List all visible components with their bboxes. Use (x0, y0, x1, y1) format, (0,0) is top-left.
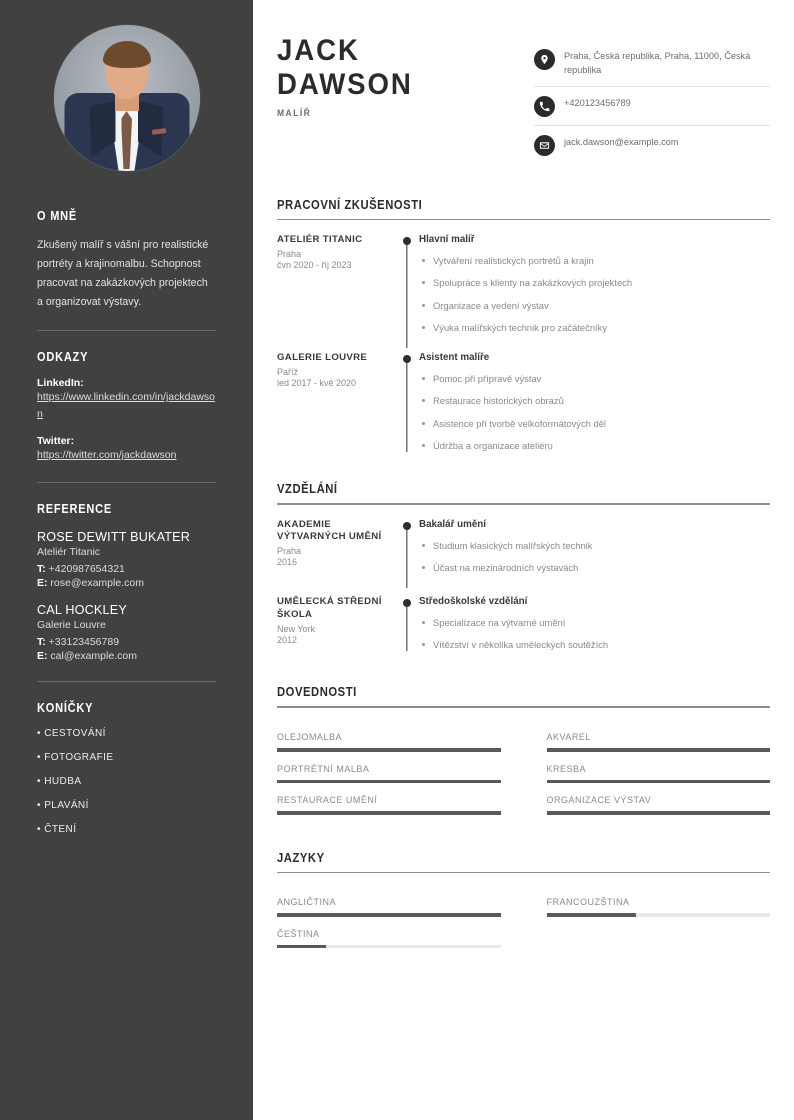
skill-item (547, 732, 771, 752)
language-item (547, 897, 771, 917)
page-title (277, 34, 413, 101)
reference-phone (37, 636, 216, 648)
experience-section (277, 198, 770, 452)
reference-item (37, 530, 216, 589)
reference-email (37, 577, 216, 589)
contact-list (534, 48, 770, 172)
reference-phone-value: +33123456789 (48, 636, 120, 649)
skill-item (277, 795, 501, 815)
education-detail (419, 596, 770, 651)
timeline-marker (395, 352, 419, 452)
education-place: New York (277, 623, 316, 634)
skill-item (547, 764, 771, 784)
list-item: Studium klasických malířských technik (419, 540, 770, 552)
list-item: Spolupráce s klienty na zakázkových projektech (419, 277, 770, 289)
reference-org: Galerie Louvre (37, 619, 106, 632)
list-item: Výuka malířských technik pro začátečníky (419, 322, 770, 334)
list-item: Asistence při tvorbě velkoformátových děl (419, 418, 770, 430)
main-content (253, 0, 794, 1120)
skill-track (547, 748, 771, 752)
header (277, 34, 770, 172)
list-item: Vytváření realistických portrétů a krajin (419, 255, 770, 267)
about-text: Zkušený malíř s vášní pro realistické portréty a krajinomalbu. Schopnost pracovat na zakázkových projektech a organizovat výstavy. (37, 239, 209, 308)
skill-label: KRESBA (546, 763, 587, 774)
education-meta (277, 596, 395, 651)
hobby-label: HUDBA (44, 776, 82, 788)
skill-fill (547, 748, 771, 752)
reference-email (37, 650, 216, 662)
skill-track (277, 780, 501, 784)
skill-label: ORGANIZACE VÝSTAV (546, 795, 652, 805)
education-entry (277, 519, 770, 574)
hobby-label: CESTOVÁNÍ (44, 728, 106, 740)
link-item (37, 435, 216, 463)
language-fill (277, 913, 501, 917)
skill-label: AKVAREL (546, 732, 591, 742)
education-place: Praha (277, 546, 302, 557)
education-degree: Středoškolské vzdělání (419, 595, 528, 607)
reference-phone-label: T: (37, 636, 46, 649)
contact-address (534, 48, 770, 87)
skills-grid (277, 720, 770, 815)
skill-label: PORTRÉTNÍ MALBA (277, 763, 370, 774)
reference-name: ROSE DEWITT BUKATER (37, 530, 191, 545)
timeline-line (406, 355, 407, 452)
hobby-item: • HUDBA (37, 776, 82, 788)
skill-label: RESTAURACE UMĚNÍ (277, 795, 378, 805)
about-section (37, 209, 216, 311)
hobbies-heading: KONÍČKY (37, 701, 94, 716)
contact-phone (534, 95, 770, 126)
experience-place: Paříž (277, 367, 299, 377)
language-fill (547, 913, 636, 917)
education-org: AKADEMIE VÝTVARNÝCH UMĚNÍ (277, 518, 382, 543)
reference-phone-value: +420987654321 (48, 563, 125, 576)
experience-detail (419, 352, 770, 452)
language-label: ANGLIČTINA (277, 897, 337, 908)
education-heading: VZDĚLÁNÍ (277, 481, 338, 496)
skill-track (277, 811, 501, 815)
sidebar (0, 0, 253, 1120)
skill-track (547, 811, 771, 815)
list-item: Účast na mezinárodních výstavách (419, 562, 770, 574)
experience-bullets (419, 373, 770, 452)
identity-block (277, 34, 425, 119)
skill-track (547, 780, 771, 784)
experience-date: čvn 2020 - říj 2023 (277, 260, 352, 271)
link-label-twitter: Twitter: (37, 434, 75, 447)
experience-entry (277, 234, 770, 334)
skills-rule (277, 706, 770, 708)
sidebar-divider-1 (37, 330, 216, 331)
link-url-linkedin[interactable]: https://www.linkedin.com/in/jackdawson (37, 391, 215, 420)
list-item: Údržba a organizace ateliéru (419, 440, 770, 452)
references-heading: REFERENCE (37, 502, 112, 517)
hobby-label: ČTENÍ (44, 824, 77, 836)
language-label: FRANCOUZŠTINA (546, 897, 630, 908)
timeline-line (406, 522, 407, 588)
hobby-item: • FOTOGRAFIE (37, 752, 114, 764)
reference-org: Ateliér Titanic (37, 546, 101, 559)
timeline-dot-icon (403, 237, 411, 245)
education-bullets (419, 617, 770, 651)
experience-org: ATELIÉR TITANIC (277, 234, 363, 246)
first-name: JACK (277, 34, 360, 67)
hobby-item: • CESTOVÁNÍ (37, 728, 106, 740)
timeline-dot-icon (403, 599, 411, 607)
links-heading: ODKAZY (37, 350, 89, 365)
experience-heading: PRACOVNÍ ZKUŠENOSTI (277, 197, 423, 212)
skill-item (277, 764, 501, 784)
job-role: MALÍŘ (277, 108, 312, 120)
experience-place: Praha (277, 249, 302, 260)
skill-item (277, 732, 501, 752)
reference-name: CAL HOCKLEY (37, 603, 127, 618)
education-entry (277, 596, 770, 651)
envelope-icon (534, 135, 555, 156)
timeline-dot-icon (403, 522, 411, 530)
contact-address-text: Praha, Česká republika, Praha, 11000, Česká republika (564, 51, 751, 75)
experience-role: Asistent malíře (419, 352, 490, 364)
experience-detail (419, 234, 770, 334)
timeline-dot-icon (403, 355, 411, 363)
hobby-item: • ČTENÍ (37, 824, 77, 836)
sidebar-divider-2 (37, 482, 216, 483)
link-item (37, 377, 216, 422)
contact-email (534, 134, 770, 164)
experience-meta (277, 352, 395, 452)
timeline-line (406, 237, 407, 348)
hobby-item: • PLAVÁNÍ (37, 800, 89, 812)
list-item: Pomoc při přípravě výstav (419, 373, 770, 385)
reference-phone-label: T: (37, 563, 46, 576)
languages-grid (277, 885, 770, 948)
timeline-marker (395, 596, 419, 651)
languages-section (277, 851, 770, 949)
reference-email-label: E: (37, 650, 48, 663)
timeline-marker (395, 519, 419, 574)
skill-fill (277, 811, 501, 815)
experience-entry (277, 352, 770, 452)
skill-fill (277, 748, 501, 752)
skills-heading: DOVEDNOSTI (277, 685, 357, 700)
references-section (37, 502, 216, 662)
language-track (277, 913, 501, 917)
hobbies-section (37, 701, 216, 835)
experience-date: led 2017 - kvě 2020 (277, 378, 357, 388)
language-item (277, 929, 501, 949)
reference-phone (37, 563, 216, 575)
language-label: ČEŠTINA (277, 928, 320, 939)
list-item: Specializace na výtvarné umění (419, 617, 770, 629)
education-detail (419, 519, 770, 574)
language-fill (277, 945, 326, 949)
education-date: 2016 (277, 557, 298, 568)
reference-item (37, 603, 216, 662)
education-date: 2012 (277, 634, 298, 645)
skills-section (277, 685, 770, 814)
skill-fill (277, 780, 501, 784)
education-degree: Bakalář umění (419, 518, 486, 530)
link-url-twitter[interactable]: https://twitter.com/jackdawson (37, 448, 177, 461)
skill-fill (547, 811, 771, 815)
language-item (277, 897, 501, 917)
reference-email-value: cal@example.com (50, 650, 137, 663)
timeline-marker (395, 234, 419, 334)
languages-heading: JAZYKY (277, 850, 325, 865)
contact-email-text: jack.dawson@example.com (564, 136, 679, 147)
phone-icon (534, 96, 555, 117)
reference-email-label: E: (37, 577, 48, 590)
education-meta (277, 519, 395, 574)
skill-label: OLEJOMALBA (277, 732, 343, 742)
education-rule (277, 503, 770, 505)
experience-meta (277, 234, 395, 334)
education-section (277, 482, 770, 651)
language-track (277, 945, 501, 949)
experience-org: GALERIE LOUVRE (277, 352, 368, 364)
about-heading: O MNĚ (37, 209, 78, 223)
skill-track (277, 748, 501, 752)
link-label-linkedin: LinkedIn: (37, 377, 84, 390)
education-bullets (419, 540, 770, 574)
links-section (37, 350, 216, 463)
skill-fill (547, 780, 771, 784)
avatar (54, 25, 200, 171)
sidebar-divider-3 (37, 681, 216, 682)
skill-item (547, 795, 771, 815)
hobby-label: FOTOGRAFIE (44, 752, 114, 764)
list-item: Vítězství v několika uměleckých soutěžích (419, 639, 770, 651)
experience-bullets (419, 255, 770, 334)
list-item: Restaurace historických obrazů (419, 395, 770, 407)
language-track (547, 913, 771, 917)
languages-rule (277, 872, 770, 874)
experience-rule (277, 219, 770, 221)
last-name: DAWSON (277, 67, 413, 101)
hobby-label: PLAVÁNÍ (44, 800, 89, 812)
contact-phone-text: +420123456789 (564, 97, 631, 108)
location-pin-icon (534, 49, 555, 70)
experience-role: Hlavní malíř (419, 234, 475, 246)
reference-email-value: rose@example.com (50, 577, 144, 590)
education-org: UMĚLECKÁ STŘEDNÍ ŠKOLA (277, 595, 382, 620)
list-item: Organizace a vedení výstav (419, 300, 770, 312)
